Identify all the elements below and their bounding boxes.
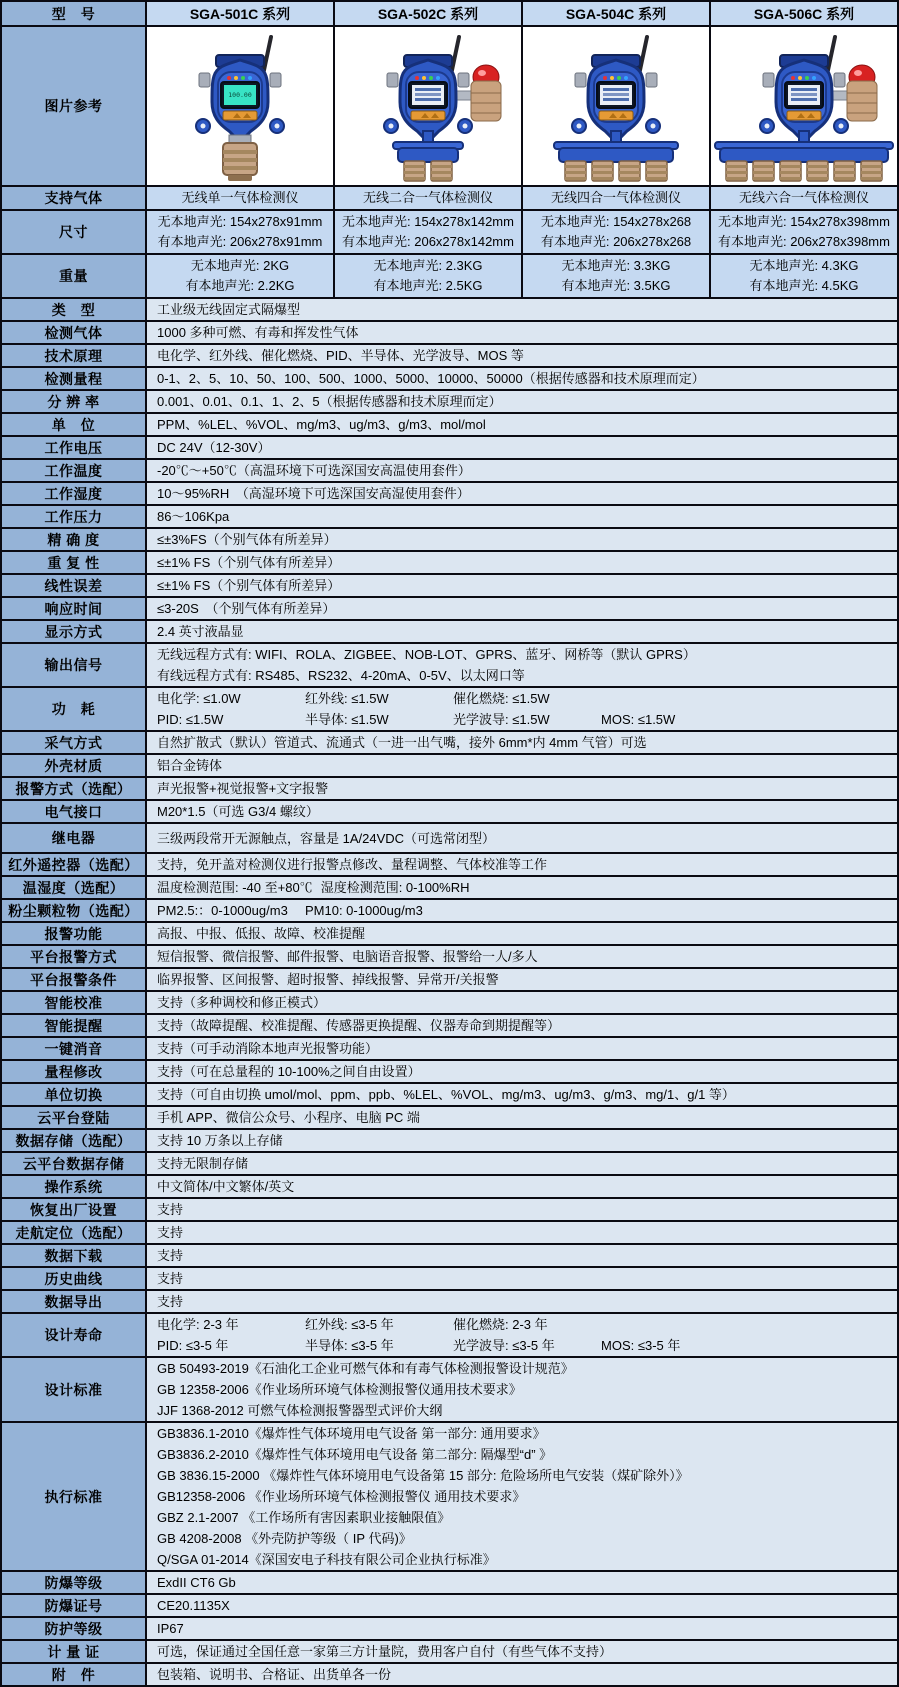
spec-value (146, 551, 898, 574)
row-label: 报警方式（选配） (1, 777, 146, 800)
spec-line: 无本地声光: 154x278x91mm (157, 214, 323, 229)
spec-line: 无本地声光: 2KG (190, 258, 290, 273)
spec-line: Q/SGA 01-2014《深国安电子科技有限公司企业执行标准》 (157, 1552, 496, 1567)
table-row (1, 1129, 898, 1152)
table-row (1, 390, 898, 413)
table-row (1, 413, 898, 436)
row-label: 防爆证号 (1, 1594, 146, 1617)
spec-value (146, 1221, 898, 1244)
row-label: 数据导出 (1, 1290, 146, 1313)
spec-value (146, 945, 898, 968)
table-row (1, 945, 898, 968)
table-row (1, 922, 898, 945)
spec-line (157, 1314, 893, 1335)
spec-line: 0.001、0.01、0.1、1、2、5（根据传感器和技术原理而定） (157, 394, 502, 409)
spec-line: -20℃～+50℃（高温环境下可选深国安高温使用套件） (157, 463, 471, 478)
spec-segment: 半导体: ≤3-5 年 (305, 1338, 394, 1353)
table-row (1, 505, 898, 528)
spec-value (146, 968, 898, 991)
spec-line: 支持，免开盖对检测仪进行报警点修改、量程调整、气体校准等工作 (157, 857, 548, 872)
row-label: 单位切换 (1, 1083, 146, 1106)
spec-value (146, 1152, 898, 1175)
spec-line: 支持 (157, 1271, 184, 1286)
spec-value (146, 1663, 898, 1686)
spec-line: 短信报警、微信报警、邮件报警、电脑语音报警、报警给一人/多人 (157, 949, 538, 964)
model-header: SGA-502C 系列 (334, 1, 522, 26)
table-row (1, 1, 898, 26)
product-image-1 (150, 31, 330, 183)
spec-value (146, 1571, 898, 1594)
spec-line: 有本地声光: 2.5KG (373, 278, 483, 293)
spec-line: JJF 1368-2012 可燃气体检测报警器型式评价大纲 (157, 1403, 443, 1418)
spec-line: ≤3-20S （个别气体有所差异） (157, 601, 336, 616)
table-row (1, 1152, 898, 1175)
spec-value (146, 1617, 898, 1640)
table-row (1, 210, 898, 254)
table-row (1, 1313, 898, 1357)
spec-value (146, 1357, 898, 1422)
table-row (1, 687, 898, 731)
table-row (1, 777, 898, 800)
spec-segment: 电化学: 2-3 年 (157, 1317, 239, 1332)
spec-value (146, 1060, 898, 1083)
spec-line: 支持无限制存储 (157, 1156, 249, 1171)
table-row (1, 1594, 898, 1617)
spec-line: ≤±1% FS（个别气体有所差异） (157, 555, 341, 570)
table-row (1, 321, 898, 344)
manifold (393, 131, 463, 162)
spec-line: 无本地声光: 154x278x398mm (718, 214, 890, 229)
spec-value (146, 528, 898, 551)
row-label: 粉尘颗粒物（选配） (1, 899, 146, 922)
table-row (1, 1290, 898, 1313)
row-label: 防护等级 (1, 1617, 146, 1640)
spec-value (146, 1290, 898, 1313)
spec-value (146, 1640, 898, 1663)
row-label: 防爆等级 (1, 1571, 146, 1594)
table-row (1, 1267, 898, 1290)
spec-line: 中文简体/中文繁体/英文 (157, 1179, 295, 1194)
spec-line: 0-1、2、5、10、50、100、500、1000、5000、10000、50000（根据传感器和技术原理而定） (157, 371, 705, 386)
spec-line: 声光报警+视觉报警+文字报警 (157, 781, 329, 796)
spec-value (146, 597, 898, 620)
table-row (1, 823, 898, 853)
row-label: 外壳材质 (1, 754, 146, 777)
row-label: 输出信号 (1, 643, 146, 687)
sensor-heads (404, 161, 452, 181)
table-row (1, 876, 898, 899)
row-label: 工作压力 (1, 505, 146, 528)
row-label: 历史曲线 (1, 1267, 146, 1290)
row-label: 云平台数据存储 (1, 1152, 146, 1175)
detector-body (572, 55, 660, 140)
row-label: 执行标准 (1, 1422, 146, 1571)
spec-value (146, 1014, 898, 1037)
spec-value (146, 436, 898, 459)
spec-value (146, 298, 898, 321)
table-row (1, 574, 898, 597)
spec-line (157, 709, 893, 730)
spec-line: GBZ 2.1-2007 《工作场所有害因素职业接触限值》 (157, 1510, 451, 1525)
spec-cell (710, 210, 898, 254)
spec-segment: MOS: ≤1.5W (601, 712, 676, 727)
spec-line: 1000 多种可燃、有毒和挥发性气体 (157, 325, 359, 340)
product-image-4 (714, 31, 894, 183)
row-label: 平台报警条件 (1, 968, 146, 991)
row-label: 工作电压 (1, 436, 146, 459)
row-label: 检测量程 (1, 367, 146, 390)
spec-line: 有本地声光: 206x278x268 (540, 234, 692, 249)
table-row (1, 528, 898, 551)
spec-cell (710, 254, 898, 298)
spec-segment: PID: ≤3-5 年 (157, 1338, 229, 1353)
row-label: 平台报警方式 (1, 945, 146, 968)
spec-cell (522, 210, 710, 254)
spec-segment: 温度检测范围: -40 至+80℃ (157, 880, 313, 895)
spec-value (146, 482, 898, 505)
row-label: 线性误差 (1, 574, 146, 597)
row-label: 工作温度 (1, 459, 146, 482)
svg-text:100.00: 100.00 (228, 91, 252, 99)
spec-line: M20*1.5（可选 G3/4 螺纹） (157, 804, 319, 819)
manifold (715, 131, 893, 162)
spec-cell (710, 186, 898, 210)
product-image-3 (526, 31, 706, 183)
spec-line: GB 4208-2008 《外壳防护等级（ IP 代码)》 (157, 1531, 412, 1546)
table-row (1, 1175, 898, 1198)
table-row (1, 367, 898, 390)
model-header: SGA-501C 系列 (146, 1, 334, 26)
row-label: 检测气体 (1, 321, 146, 344)
spec-segment: 红外线: ≤1.5W (305, 691, 389, 706)
spec-line: GB3836.1-2010《爆炸性气体环境用电气设备 第一部分: 通用要求》 (157, 1426, 546, 1441)
table-row (1, 643, 898, 687)
spec-line (157, 1335, 893, 1356)
spec-line: 无本地声光: 3.3KG (561, 258, 671, 273)
table-row (1, 991, 898, 1014)
spec-line: 无本地声光: 2.3KG (373, 258, 483, 273)
spec-line (157, 900, 893, 921)
spec-line (157, 877, 893, 898)
spec-line: 无线四合一气体检测仪 (550, 190, 681, 205)
spec-cell (146, 186, 334, 210)
spec-line: GB 12358-2006《作业场所环境气体检测报警仪通用技术要求》 (157, 1382, 522, 1397)
table-row (1, 1106, 898, 1129)
spec-table-body (1, 1, 898, 1686)
spec-line: 有线远程方式有: RS485、RS232、4-20mA、0-5V、以太网口等 (157, 668, 525, 683)
spec-line: 工业级无线固定式隔爆型 (157, 302, 301, 317)
spec-cell (146, 254, 334, 298)
spec-cell (334, 254, 522, 298)
spec-value (146, 1083, 898, 1106)
spec-line: 电化学、红外线、催化燃烧、PID、半导体、光学波导、MOS 等 (157, 348, 524, 363)
spec-line: 手机 APP、微信公众号、小程序、电脑 PC 端 (157, 1110, 420, 1125)
table-row (1, 186, 898, 210)
spec-line: 无本地声光: 154x278x268 (540, 214, 692, 229)
spec-line: 有本地声光: 4.5KG (749, 278, 859, 293)
spec-line: GB 50493-2019《石油化工企业可燃气体和有毒气体检测报警设计规范》 (157, 1361, 574, 1376)
row-label: 报警功能 (1, 922, 146, 945)
spec-value (146, 413, 898, 436)
detector-body (196, 55, 284, 140)
spec-value (146, 1594, 898, 1617)
spec-value (146, 687, 898, 731)
spec-line: 支持（可在总量程的 10-100%之间自由设置） (157, 1064, 421, 1079)
spec-segment: 湿度检测范围: 0-100%RH (320, 880, 470, 895)
table-row (1, 344, 898, 367)
spec-value (146, 754, 898, 777)
spec-value (146, 1106, 898, 1129)
table-row (1, 1198, 898, 1221)
table-row (1, 620, 898, 643)
spec-value (146, 777, 898, 800)
spec-line: 无线单一气体检测仪 (181, 190, 299, 205)
spec-segment: PM10: 0-1000ug/m3 (305, 903, 423, 918)
model-header: SGA-506C 系列 (710, 1, 898, 26)
row-label: 附 件 (1, 1663, 146, 1686)
table-row (1, 754, 898, 777)
spec-line: 无本地声光: 154x278x142mm (342, 214, 514, 229)
spec-cell (334, 210, 522, 254)
spec-line: 支持 (157, 1202, 184, 1217)
spec-value (146, 459, 898, 482)
spec-segment: 半导体: ≤1.5W (305, 712, 389, 727)
spec-line: 支持（可自由切换 umol/mol、ppm、ppb、%LEL、%VOL、mg/m3、ug/m3、g/m3、mg/1、g/1 等） (157, 1087, 735, 1102)
spec-line: 支持 10 万条以上存储 (157, 1133, 283, 1148)
spec-value (146, 505, 898, 528)
spec-value (146, 1313, 898, 1357)
table-row (1, 731, 898, 754)
spec-line: 无本地声光: 4.3KG (749, 258, 859, 273)
table-row (1, 1244, 898, 1267)
table-row (1, 1014, 898, 1037)
spec-segment: 光学波导: ≤1.5W (453, 712, 550, 727)
table-row (1, 298, 898, 321)
product-image-cell (334, 26, 522, 186)
spec-line: CE20.1135X (157, 1598, 230, 1613)
table-row (1, 1221, 898, 1244)
spec-line: 86～106Kpa (157, 509, 230, 524)
table-row (1, 26, 898, 186)
spec-line: 临界报警、区间报警、超时报警、掉线报警、异常开/关报警 (157, 972, 499, 987)
spec-line: 支持（多种调校和修正模式） (157, 995, 327, 1010)
spec-value (146, 574, 898, 597)
spec-line: DC 24V（12-30V） (157, 440, 271, 455)
table-row (1, 1571, 898, 1594)
model-header: SGA-504C 系列 (522, 1, 710, 26)
spec-line: 无线六合一气体检测仪 (738, 190, 869, 205)
row-label: 类 型 (1, 298, 146, 321)
row-label: 分 辨 率 (1, 390, 146, 413)
row-label: 数据下载 (1, 1244, 146, 1267)
spec-value (146, 731, 898, 754)
row-label: 显示方式 (1, 620, 146, 643)
table-row (1, 1357, 898, 1422)
spec-value (146, 1422, 898, 1571)
spec-value (146, 344, 898, 367)
spec-segment: 红外线: ≤3-5 年 (305, 1317, 394, 1332)
row-label: 功 耗 (1, 687, 146, 731)
spec-line (157, 688, 893, 709)
table-row (1, 459, 898, 482)
spec-cell (146, 210, 334, 254)
spec-line: 包装箱、说明书、合格证、出货单各一份 (157, 1667, 392, 1682)
row-label: 云平台登陆 (1, 1106, 146, 1129)
sensor-head (223, 135, 257, 181)
spec-line: 无线远程方式有: WIFI、ROLA、ZIGBEE、NOB-LOT、GPRS、蓝牙、网桥等（默认 GPRS） (157, 647, 696, 662)
row-label: 精 确 度 (1, 528, 146, 551)
spec-line: 10～95%RH （高湿环境下可选深国安高湿使用套件） (157, 486, 470, 501)
spec-value (146, 390, 898, 413)
row-label: 操作系统 (1, 1175, 146, 1198)
row-label: 继电器 (1, 823, 146, 853)
row-label: 电气接口 (1, 800, 146, 823)
table-row (1, 1037, 898, 1060)
row-label: 工作湿度 (1, 482, 146, 505)
product-image-cell (146, 26, 334, 186)
row-label: 温湿度（选配） (1, 876, 146, 899)
spec-line: 自然扩散式（默认）管道式、流通式（一进一出气嘴，接外 6mm*内 4mm 气管）可选 (157, 735, 647, 750)
row-label: 设计寿命 (1, 1313, 146, 1357)
table-row (1, 1663, 898, 1686)
manifold (554, 131, 678, 162)
spec-line: 有本地声光: 3.5KG (561, 278, 671, 293)
product-image-cell (710, 26, 898, 186)
row-label: 设计标准 (1, 1357, 146, 1422)
row-label: 重量 (1, 254, 146, 298)
sensor-heads (726, 161, 882, 181)
spec-value (146, 620, 898, 643)
spec-line: 可选，保证通过全国任意一家第三方计量院，费用客户自付（有些气体不支持） (157, 1644, 613, 1659)
spec-value (146, 922, 898, 945)
spec-segment: PM2.5:：0-1000ug/m3 (157, 903, 288, 918)
row-label: 恢复出厂设置 (1, 1198, 146, 1221)
row-label: 智能提醒 (1, 1014, 146, 1037)
row-label: 图片参考 (1, 26, 146, 186)
spec-line: 三级两段常开无源触点，容量是 1A/24VDC（可选常闭型） (157, 830, 496, 846)
row-label: 支持气体 (1, 186, 146, 210)
product-image-cell (522, 26, 710, 186)
table-row (1, 853, 898, 876)
table-row (1, 436, 898, 459)
spec-cell (522, 254, 710, 298)
table-row (1, 899, 898, 922)
table-row (1, 1422, 898, 1571)
row-label: 重 复 性 (1, 551, 146, 574)
spec-line: 支持 (157, 1294, 184, 1309)
spec-cell (522, 186, 710, 210)
table-row (1, 1640, 898, 1663)
table-row (1, 800, 898, 823)
spec-line: PPM、%LEL、%VOL、mg/m3、ug/m3、g/m3、mol/mol (157, 417, 486, 432)
spec-value (146, 853, 898, 876)
spec-line: ≤±1% FS（个别气体有所差异） (157, 578, 341, 593)
table-row (1, 254, 898, 298)
spec-value (146, 823, 898, 853)
spec-line: 有本地声光: 206x278x398mm (718, 234, 890, 249)
spec-line: ExdII CT6 Gb (157, 1575, 236, 1590)
spec-line: 2.4 英寸液晶显 (157, 624, 244, 639)
spec-line: GB12358-2006 《作业场所环境气体检测报警仪 通用技术要求》 (157, 1489, 526, 1504)
spec-value (146, 1037, 898, 1060)
table-row (1, 597, 898, 620)
spec-line: 有本地声光: 2.2KG (185, 278, 295, 293)
spec-value (146, 1175, 898, 1198)
row-label: 技术原理 (1, 344, 146, 367)
spec-line: 支持 (157, 1225, 184, 1240)
row-label: 计 量 证 (1, 1640, 146, 1663)
spec-value (146, 1267, 898, 1290)
spec-line: 有本地声光: 206x278x142mm (342, 234, 514, 249)
row-label: 红外遥控器（选配） (1, 853, 146, 876)
spec-line: 铝合金铸体 (157, 758, 223, 773)
spec-value (146, 321, 898, 344)
row-label: 量程修改 (1, 1060, 146, 1083)
row-label: 单 位 (1, 413, 146, 436)
row-label: 尺寸 (1, 210, 146, 254)
row-label: 响应时间 (1, 597, 146, 620)
spec-segment: 光学波导: ≤3-5 年 (453, 1338, 555, 1353)
spec-line: 有本地声光: 206x278x91mm (157, 234, 323, 249)
row-label: 走航定位（选配） (1, 1221, 146, 1244)
table-row (1, 482, 898, 505)
spec-line: 支持（可手动消除本地声光报警功能） (157, 1041, 379, 1056)
spec-line: ≤±3%FS（个别气体有所差异） (157, 532, 337, 547)
spec-line: 支持（故障提醒、校准提醒、传感器更换提醒、仪器寿命到期提醒等） (157, 1018, 561, 1033)
spec-line: 无线二合一气体检测仪 (362, 190, 493, 205)
spec-line: 支持 (157, 1248, 184, 1263)
row-label: 型 号 (1, 1, 146, 26)
spec-value (146, 643, 898, 687)
spec-value (146, 1129, 898, 1152)
spec-segment: 催化燃烧: ≤1.5W (453, 691, 550, 706)
spec-segment: 电化学: ≤1.0W (157, 691, 241, 706)
spec-value (146, 1198, 898, 1221)
spec-cell (334, 186, 522, 210)
table-row (1, 968, 898, 991)
spec-segment: 催化燃烧: 2-3 年 (453, 1317, 548, 1332)
spec-value (146, 899, 898, 922)
spec-value (146, 1244, 898, 1267)
table-row (1, 1617, 898, 1640)
spec-value (146, 876, 898, 899)
spec-line: GB 3836.15-2000 《爆炸性气体环境用电气设备第 15 部分: 危险场所电气安装（煤矿除外）》 (157, 1468, 689, 1483)
table-row (1, 1083, 898, 1106)
spec-line: 高报、中报、低报、故障、校准提醒 (157, 926, 366, 941)
row-label: 数据存储（选配） (1, 1129, 146, 1152)
table-row (1, 551, 898, 574)
row-label: 智能校准 (1, 991, 146, 1014)
spec-segment: PID: ≤1.5W (157, 712, 224, 727)
row-label: 采气方式 (1, 731, 146, 754)
spec-line: IP67 (157, 1621, 184, 1636)
product-image-2 (338, 31, 518, 183)
spec-value (146, 991, 898, 1014)
spec-value (146, 367, 898, 390)
spec-line: GB3836.2-2010《爆炸性气体环境用电气设备 第二部分: 隔爆型“d” 》 (157, 1447, 553, 1462)
spec-segment: MOS: ≤3-5 年 (601, 1338, 681, 1353)
spec-value (146, 800, 898, 823)
sensor-heads (565, 161, 667, 181)
table-row (1, 1060, 898, 1083)
row-label: 一键消音 (1, 1037, 146, 1060)
